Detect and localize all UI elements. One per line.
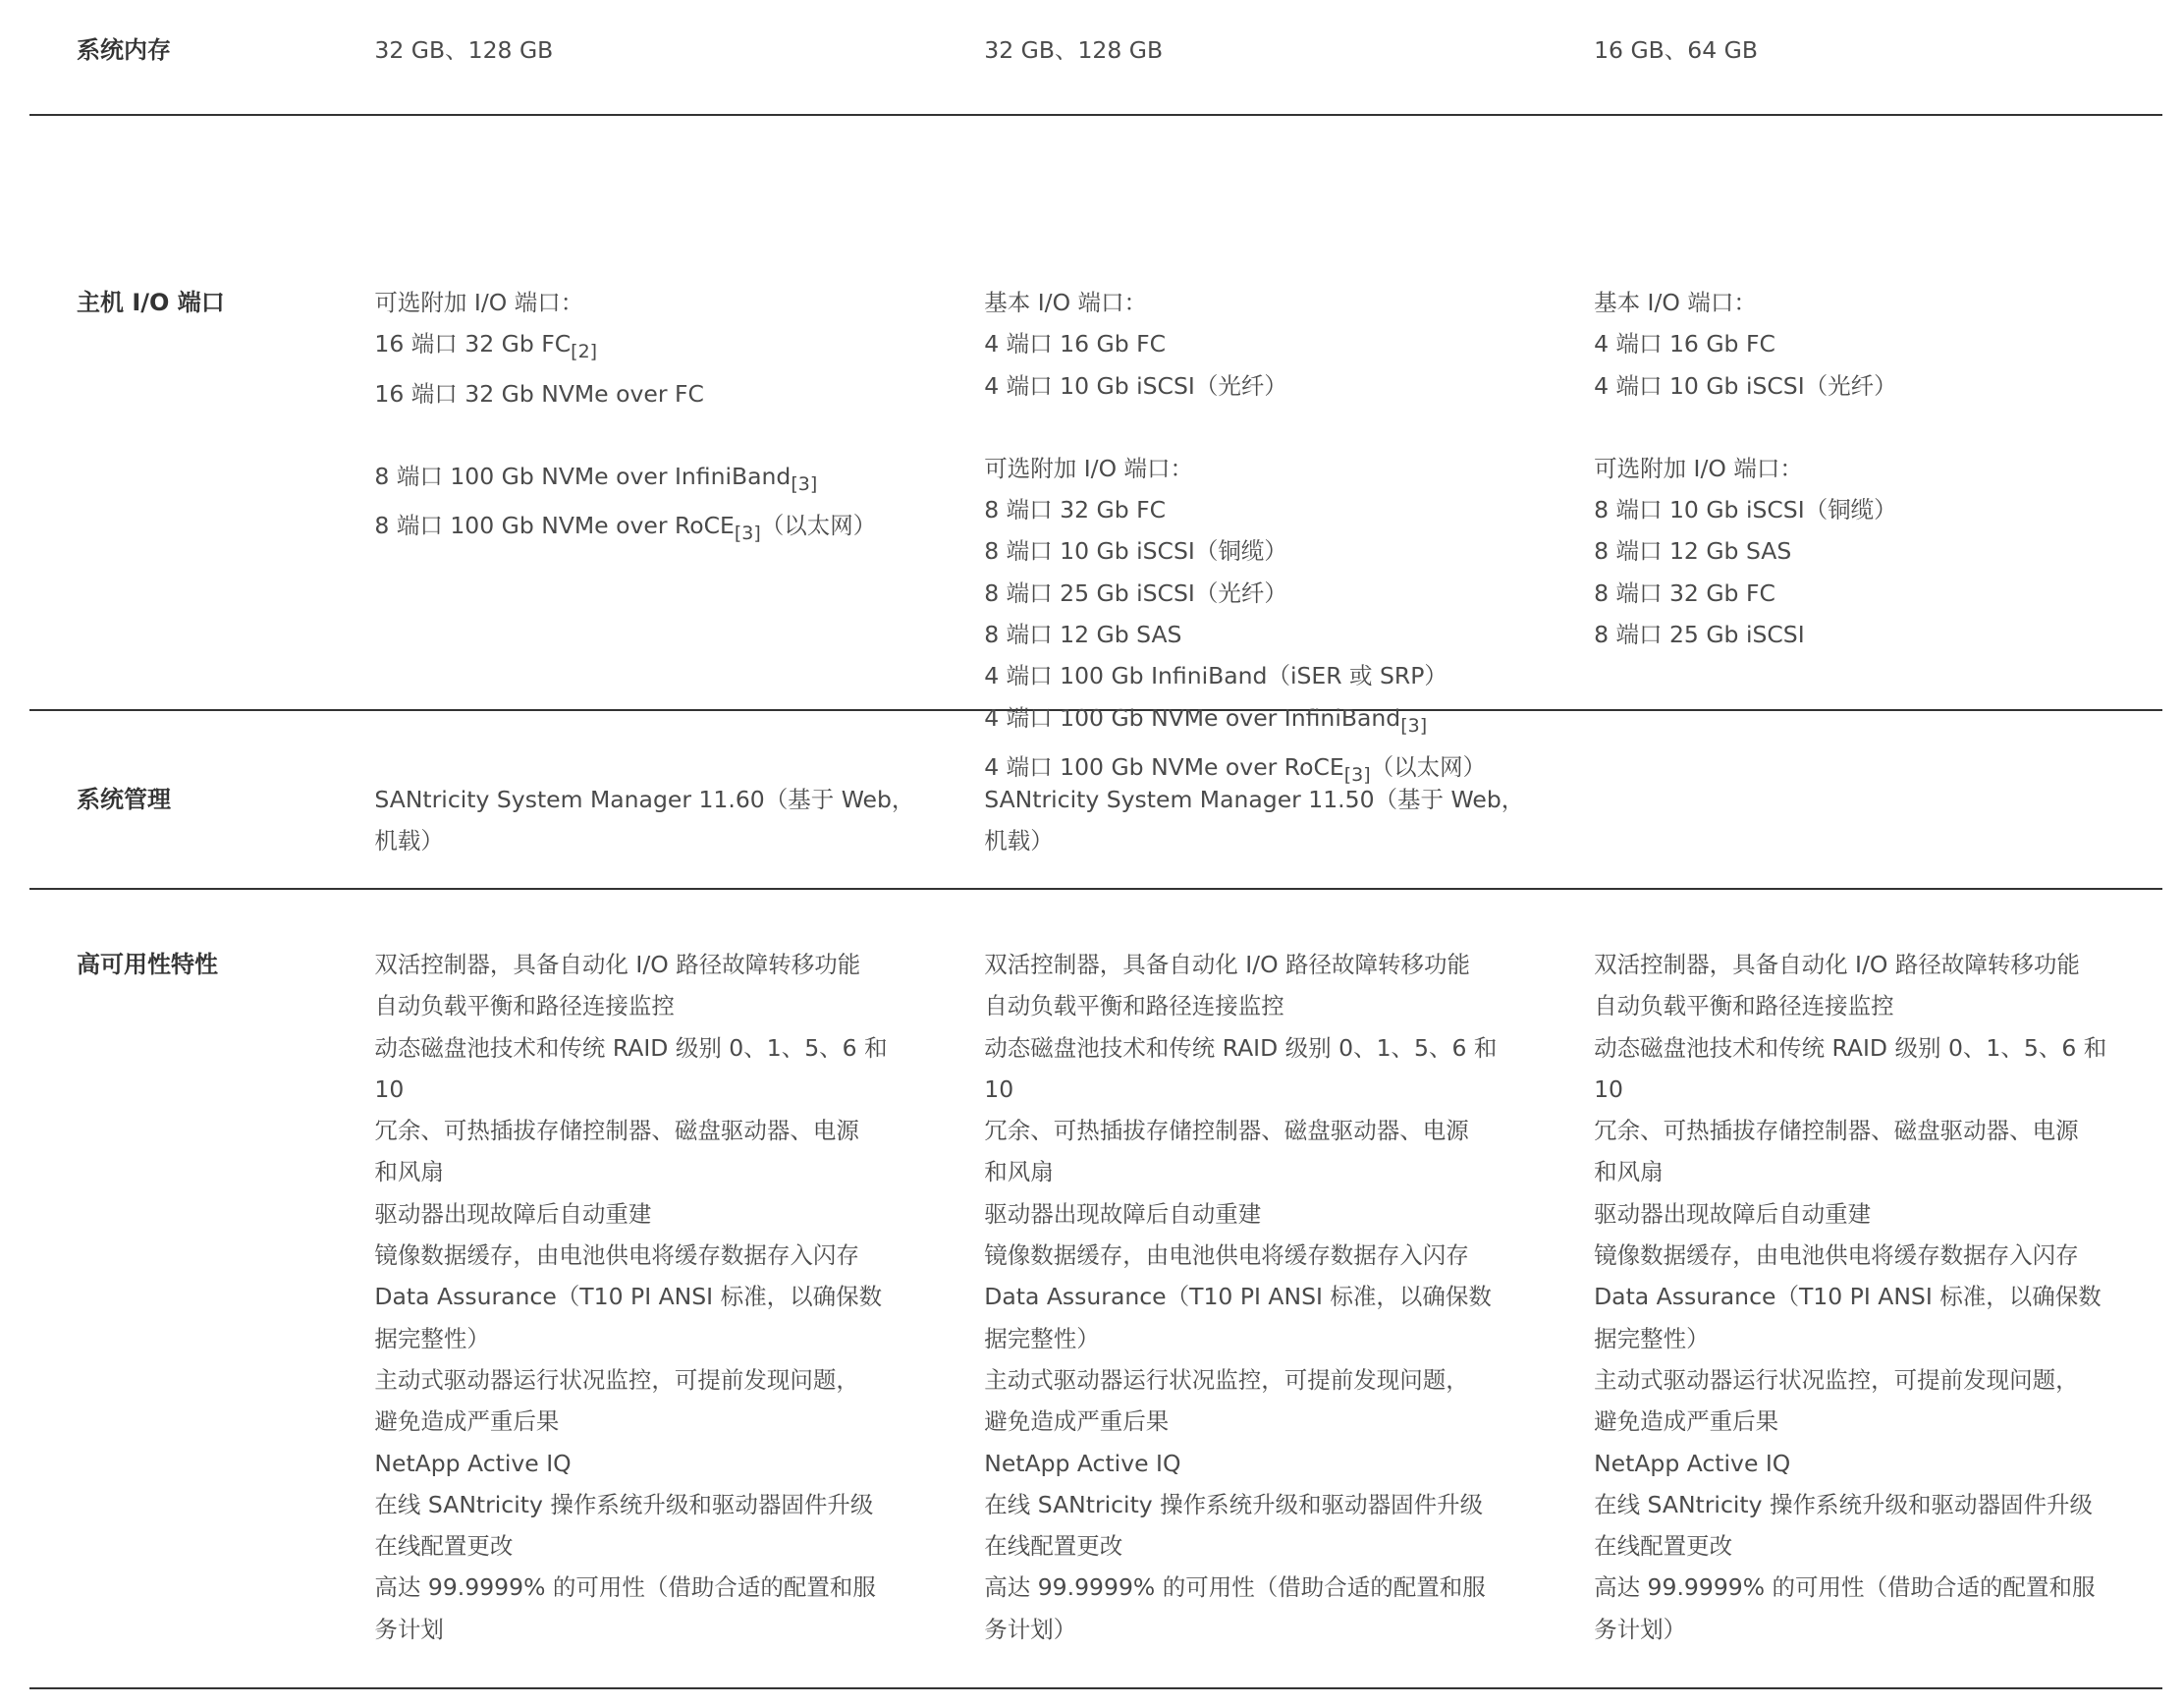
feature-line: 镜像数据缓存，由电池供电将缓存数据存入闪存 bbox=[984, 1241, 1469, 1270]
cell-text: 4 端口 100 Gb NVMe over InfiniBand bbox=[984, 703, 1401, 732]
io-col3 bbox=[1594, 282, 2162, 709]
feature-line: 和风扇 bbox=[984, 1158, 1054, 1186]
cell-line bbox=[374, 323, 984, 372]
feature-line: 避免造成严重后果 bbox=[1594, 1407, 1779, 1436]
row-host-io-ports bbox=[29, 116, 2162, 786]
feature-line: 和风扇 bbox=[1594, 1158, 1664, 1186]
memory-col2 bbox=[984, 29, 1594, 114]
cell-text: （以太网） bbox=[760, 512, 877, 540]
cell-line bbox=[374, 456, 984, 505]
cell-line: SANtricity System Manager 11.50（基于 Web， bbox=[984, 786, 1525, 813]
cell-line: 基本 I/O 端口： bbox=[984, 289, 1148, 316]
cell-line: 可选附加 I/O 端口： bbox=[1594, 454, 1803, 482]
memory-col3 bbox=[1594, 29, 2162, 114]
footnote-ref[interactable]: [2] bbox=[571, 341, 598, 363]
feature-line: 务计划） bbox=[1594, 1615, 1687, 1643]
cell-text: 8 端口 100 Gb NVMe over InfiniBand bbox=[374, 462, 792, 490]
cell-line: 4 端口 10 Gb iSCSI（光纤） bbox=[1594, 371, 1897, 400]
feature-line: 自动负载平衡和路径连接监控 bbox=[984, 992, 1284, 1020]
cell-line: 可选附加 I/O 端口： bbox=[374, 289, 584, 316]
feature-line: 镜像数据缓存，由电池供电将缓存数据存入闪存 bbox=[1594, 1241, 2079, 1270]
memory-col1 bbox=[374, 29, 984, 114]
cell-line: 8 端口 12 Gb SAS bbox=[984, 621, 1182, 649]
feature-line: NetApp Active IQ bbox=[1594, 1449, 1791, 1477]
feature-line: Data Assurance（T10 PI ANSI 标准，以确保数 bbox=[1594, 1283, 2102, 1311]
feature-line: 驱动器出现故障后自动重建 bbox=[374, 1199, 652, 1228]
cell-line: 4 端口 10 Gb iSCSI（光纤） bbox=[984, 371, 1287, 400]
feature-line: 避免造成严重后果 bbox=[374, 1407, 560, 1436]
footnote-ref[interactable]: [3] bbox=[734, 523, 761, 545]
cell-line: 机载） bbox=[984, 827, 1054, 855]
feature-line: 高达 99.9999% 的可用性（借助合适的配置和服 bbox=[1594, 1573, 2096, 1602]
feature-line: 避免造成严重后果 bbox=[984, 1407, 1170, 1436]
ha-col3 bbox=[1594, 944, 2162, 1687]
cell-line: 机载） bbox=[374, 827, 444, 855]
feature-line: 10 bbox=[374, 1074, 405, 1103]
cell-line: 8 端口 32 Gb FC bbox=[984, 496, 1167, 524]
cell-line: 8 端口 12 Gb SAS bbox=[1594, 537, 1792, 566]
spec-table bbox=[29, 0, 2162, 1689]
feature-line: NetApp Active IQ bbox=[374, 1449, 572, 1477]
cell-text: 16 端口 32 Gb FC bbox=[374, 330, 572, 358]
cell-line: 8 端口 10 Gb iSCSI（铜缆） bbox=[1594, 496, 1897, 524]
ha-col1 bbox=[374, 944, 984, 1687]
cell-line: 8 端口 25 Gb iSCSI（光纤） bbox=[984, 578, 1287, 607]
feature-line: 主动式驱动器运行状况监控，可提前发现问题， bbox=[984, 1365, 1469, 1394]
feature-line: 务计划 bbox=[374, 1615, 444, 1643]
row-label: 系统内存 bbox=[77, 36, 171, 64]
mgmt-col3 bbox=[1594, 779, 2162, 888]
footnote-ref[interactable]: [3] bbox=[1400, 714, 1428, 737]
io-col1 bbox=[374, 282, 984, 709]
footnote-ref[interactable]: [3] bbox=[1343, 763, 1371, 786]
feature-line: 驱动器出现故障后自动重建 bbox=[984, 1199, 1262, 1228]
footnote-ref[interactable]: [3] bbox=[791, 472, 818, 495]
cell-text: 32 GB、128 GB bbox=[374, 36, 554, 64]
feature-line: 动态磁盘池技术和传统 RAID 级别 0、1、5、6 和 bbox=[1594, 1033, 2107, 1062]
feature-line: 和风扇 bbox=[374, 1158, 444, 1186]
mgmt-col1 bbox=[374, 779, 984, 888]
feature-line: 高达 99.9999% 的可用性（借助合适的配置和服 bbox=[374, 1573, 876, 1602]
cell-line: 4 端口 100 Gb InfiniBand（iSER 或 SRP） bbox=[984, 662, 1447, 690]
mgmt-col2 bbox=[984, 779, 1594, 888]
feature-line: 主动式驱动器运行状况监控，可提前发现问题， bbox=[374, 1365, 859, 1394]
feature-line: 双活控制器，具备自动化 I/O 路径故障转移功能 bbox=[1594, 951, 2080, 978]
feature-line: 10 bbox=[984, 1074, 1014, 1103]
feature-line: 据完整性） bbox=[984, 1324, 1100, 1352]
row-system-management bbox=[29, 711, 2162, 890]
cell-line: 可选附加 I/O 端口： bbox=[984, 454, 1194, 482]
row-label: 主机 I/O 端口 bbox=[77, 289, 225, 316]
feature-line: 冗余、可热插拔存储控制器、磁盘驱动器、电源 bbox=[374, 1117, 859, 1145]
feature-line: 主动式驱动器运行状况监控，可提前发现问题， bbox=[1594, 1365, 2079, 1394]
feature-line: 动态磁盘池技术和传统 RAID 级别 0、1、5、6 和 bbox=[374, 1033, 888, 1062]
cell-line: 16 端口 32 Gb NVMe over FC bbox=[374, 379, 704, 408]
row-label: 系统管理 bbox=[77, 786, 171, 813]
cell-text: （以太网） bbox=[1370, 752, 1487, 781]
feature-line: 冗余、可热插拔存储控制器、磁盘驱动器、电源 bbox=[984, 1117, 1469, 1145]
feature-line: 在线 SANtricity 操作系统升级和驱动器固件升级 bbox=[374, 1490, 874, 1518]
feature-line: 在线配置更改 bbox=[1594, 1532, 1733, 1561]
cell-text: 4 端口 100 Gb NVMe over RoCE bbox=[984, 752, 1344, 781]
cell-line: 8 端口 32 Gb FC bbox=[1594, 578, 1775, 607]
cell-line bbox=[374, 505, 984, 554]
feature-line: 据完整性） bbox=[374, 1324, 490, 1352]
feature-line: 在线 SANtricity 操作系统升级和驱动器固件升级 bbox=[984, 1490, 1484, 1518]
feature-line: 动态磁盘池技术和传统 RAID 级别 0、1、5、6 和 bbox=[984, 1033, 1498, 1062]
feature-line: 镜像数据缓存，由电池供电将缓存数据存入闪存 bbox=[374, 1241, 859, 1270]
feature-line: 双活控制器，具备自动化 I/O 路径故障转移功能 bbox=[374, 951, 861, 978]
feature-line: 双活控制器，具备自动化 I/O 路径故障转移功能 bbox=[984, 951, 1471, 978]
feature-line: 10 bbox=[1594, 1074, 1623, 1103]
feature-line: 自动负载平衡和路径连接监控 bbox=[1594, 992, 1894, 1020]
feature-line: 据完整性） bbox=[1594, 1324, 1710, 1352]
feature-line: NetApp Active IQ bbox=[984, 1449, 1181, 1477]
feature-line: 自动负载平衡和路径连接监控 bbox=[374, 992, 675, 1020]
feature-line: 务计划） bbox=[984, 1615, 1077, 1643]
feature-line: 在线配置更改 bbox=[374, 1532, 514, 1561]
feature-line: Data Assurance（T10 PI ANSI 标准，以确保数 bbox=[374, 1283, 883, 1311]
ha-col2 bbox=[984, 944, 1594, 1687]
row-high-availability bbox=[29, 890, 2162, 1689]
io-col2 bbox=[984, 282, 1594, 786]
row-label: 高可用性特性 bbox=[77, 951, 218, 978]
cell-line: 8 端口 25 Gb iSCSI bbox=[1594, 621, 1805, 649]
cell-text: 8 端口 100 Gb NVMe over RoCE bbox=[374, 512, 735, 540]
cell-line: 8 端口 10 Gb iSCSI（铜缆） bbox=[984, 537, 1287, 566]
feature-line: 冗余、可热插拔存储控制器、磁盘驱动器、电源 bbox=[1594, 1117, 2079, 1145]
row-system-memory bbox=[29, 0, 2162, 116]
feature-line: 驱动器出现故障后自动重建 bbox=[1594, 1199, 1872, 1228]
feature-line: 在线 SANtricity 操作系统升级和驱动器固件升级 bbox=[1594, 1490, 2094, 1518]
cell-line: SANtricity System Manager 11.60（基于 Web， bbox=[374, 786, 915, 813]
cell-text: 32 GB、128 GB bbox=[984, 36, 1164, 64]
cell-line: 4 端口 16 Gb FC bbox=[1594, 330, 1775, 358]
cell-text: 16 GB、64 GB bbox=[1594, 36, 1758, 64]
feature-line: 高达 99.9999% 的可用性（借助合适的配置和服 bbox=[984, 1573, 1486, 1602]
cell-line: 基本 I/O 端口： bbox=[1594, 289, 1757, 316]
feature-line: 在线配置更改 bbox=[984, 1532, 1123, 1561]
feature-line: Data Assurance（T10 PI ANSI 标准，以确保数 bbox=[984, 1283, 1492, 1311]
cell-line: 4 端口 16 Gb FC bbox=[984, 330, 1167, 358]
